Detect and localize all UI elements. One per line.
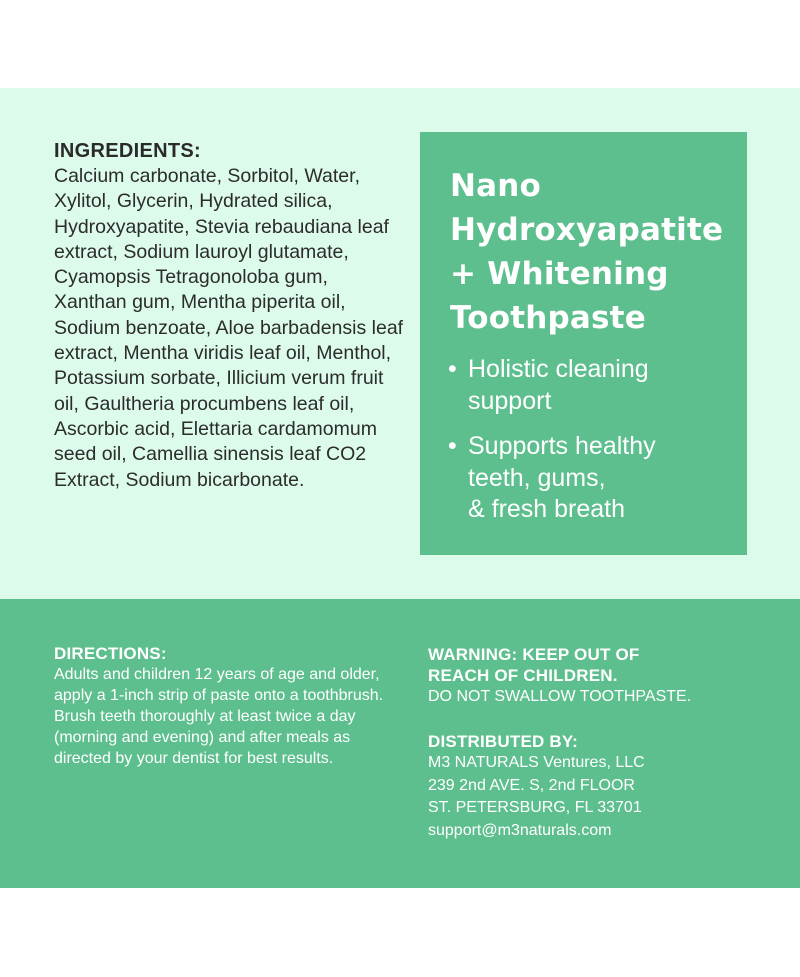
distributor-section bbox=[428, 731, 758, 842]
ingredients-list: Calcium carbonate, Sorbitol, Water, Xylitol, Glycerin, Hydrated silica, Hydroxyapatite, Stevia rebaudiana leaf extract, Sodium lauroyl glutamate, Cyamopsis Tetragonoloba gum, Xanthan gum, Mentha piperita oil, Sodium benzoate, Aloe barbadensis leaf extract, Mentha viridis leaf oil, Menthol, Potassium sorbate, Illicium verum fruit oil, Gaultheria procumbens leaf oil, Ascorbic acid, Elettaria cardamomum seed oil, Camellia sinensis leaf CO2 Extract, Sodium bicarbonate. bbox=[54, 165, 404, 491]
benefit-item bbox=[448, 431, 743, 526]
directions-text: Adults and children 12 years of age and older, apply a 1-inch strip of paste onto a toothbrush. Brush teeth thoroughly at least twice a day (morning and evening) and after meals as directed by your dentist for best results. bbox=[54, 666, 384, 767]
directions-section bbox=[54, 644, 384, 769]
benefit-line: Holistic cleaning bbox=[468, 355, 649, 383]
product-title bbox=[450, 164, 745, 340]
distributor-email: support@m3naturals.com bbox=[428, 821, 612, 839]
distributor-city: ST. PETERSBURG, FL 33701 bbox=[428, 799, 642, 816]
warning-heading bbox=[428, 644, 758, 686]
bullet-icon: • bbox=[448, 355, 457, 383]
bullet-icon: • bbox=[448, 432, 457, 460]
warning-section bbox=[428, 644, 758, 708]
warning-heading-line: WARNING: KEEP OUT OF bbox=[428, 645, 640, 664]
product-title-line: Toothpaste bbox=[450, 300, 646, 336]
directions-heading: DIRECTIONS: bbox=[54, 644, 167, 663]
warning-text: DO NOT SWALLOW TOOTHPASTE. bbox=[428, 688, 692, 705]
product-title-line: Hydroxyapatite bbox=[450, 212, 724, 248]
distributor-street: 239 2nd AVE. S, 2nd FLOOR bbox=[428, 776, 635, 794]
distributor-company: M3 NATURALS Ventures, LLC bbox=[428, 754, 645, 771]
benefit-line: Supports healthy bbox=[468, 432, 656, 460]
ingredients-section bbox=[54, 140, 404, 493]
ingredients-heading: INGREDIENTS: bbox=[54, 140, 201, 162]
benefit-line: support bbox=[468, 386, 552, 415]
benefit-line: teeth, gums, bbox=[468, 463, 606, 492]
product-info-box bbox=[420, 132, 747, 555]
warning-heading-line: REACH OF CHILDREN. bbox=[428, 666, 618, 685]
benefits-list bbox=[448, 354, 743, 540]
product-title-line: + Whitening bbox=[450, 256, 669, 292]
product-title-line: Nano bbox=[450, 168, 542, 204]
benefit-line: & fresh breath bbox=[468, 495, 626, 523]
distributor-heading: DISTRIBUTED BY: bbox=[428, 732, 579, 751]
benefit-item bbox=[448, 354, 743, 417]
